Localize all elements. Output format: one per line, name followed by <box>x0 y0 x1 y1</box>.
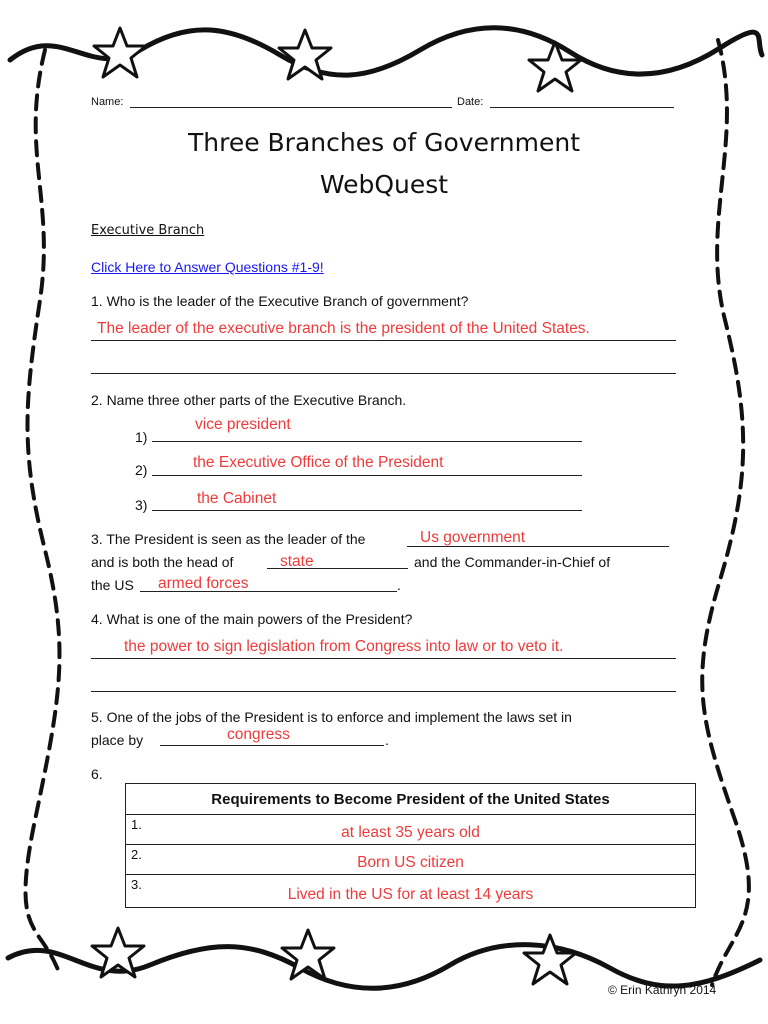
answer-5: congress <box>227 726 290 743</box>
row-number: 1. <box>131 817 142 832</box>
section-heading: Executive Branch <box>91 223 205 238</box>
answer-line <box>160 745 384 746</box>
answer-line <box>407 546 669 547</box>
row-answer: Born US citizen <box>357 853 464 871</box>
answer-questions-link[interactable]: Click Here to Answer Questions #1-9! <box>91 259 324 275</box>
answer-line <box>91 691 676 692</box>
answer-1: The leader of the executive branch is the president of the United States. <box>97 320 590 337</box>
answer-line <box>267 568 408 569</box>
name-label: Name: <box>91 96 124 108</box>
date-label: Date: <box>457 96 484 108</box>
answer-line <box>91 658 676 659</box>
question-4: 4. What is one of the main powers of the President? <box>91 611 413 627</box>
question-3-part2: and is both the head of <box>91 554 234 570</box>
answer-line <box>140 591 397 592</box>
date-field[interactable] <box>490 107 674 108</box>
table-row <box>126 845 696 875</box>
table-cell <box>126 815 696 845</box>
period: . <box>385 732 389 748</box>
name-field[interactable] <box>130 107 452 108</box>
answer-3-2: state <box>280 553 314 570</box>
item-label: 1) <box>135 429 148 445</box>
answer-line <box>152 441 582 442</box>
question-1: 1. Who is the leader of the Executive Branch of government? <box>91 293 469 309</box>
row-number: 3. <box>131 877 142 892</box>
answer-2-3: the Cabinet <box>197 490 277 507</box>
table-row <box>126 875 696 908</box>
table-header-row <box>126 784 696 815</box>
answer-line <box>91 340 676 341</box>
page-subtitle: WebQuest <box>319 170 449 199</box>
period: . <box>397 577 401 593</box>
answer-2-2: the Executive Office of the President <box>193 454 444 471</box>
table-cell <box>126 845 696 875</box>
question-2: 2. Name three other parts of the Executive Branch. <box>91 392 407 408</box>
question-3-part4: the US <box>91 577 134 593</box>
row-answer: at least 35 years old <box>341 823 480 841</box>
answer-4: the power to sign legislation from Congress into law or to veto it. <box>124 638 564 655</box>
question-3-part1: 3. The President is seen as the leader of the <box>91 531 366 547</box>
answer-line <box>91 373 676 374</box>
star-icon <box>529 42 581 91</box>
question-3-part3: and the Commander-in-Chief of <box>414 554 611 570</box>
question-5-line2: place by <box>91 732 144 748</box>
answer-3-1: Us government <box>420 529 526 546</box>
table-header: Requirements to Become President of the United States <box>126 784 696 815</box>
page-title: Three Branches of Government <box>187 128 581 157</box>
row-number: 2. <box>131 847 142 862</box>
answer-line <box>152 510 582 511</box>
requirements-table <box>125 783 696 908</box>
row-answer: Lived in the US for at least 14 years <box>287 886 534 903</box>
star-icon <box>94 28 146 77</box>
table-cell <box>126 875 696 908</box>
question-5-line1: 5. One of the jobs of the President is to enforce and implement the laws set in <box>91 709 572 725</box>
question-6: 6. <box>91 766 103 782</box>
item-label: 3) <box>135 497 148 513</box>
answer-line <box>152 475 582 476</box>
item-label: 2) <box>135 462 148 478</box>
copyright: © Erin Kathryn 2014 <box>608 983 717 997</box>
table-row <box>126 815 696 845</box>
answer-3-3: armed forces <box>158 575 249 592</box>
answer-2-1: vice president <box>195 416 291 433</box>
